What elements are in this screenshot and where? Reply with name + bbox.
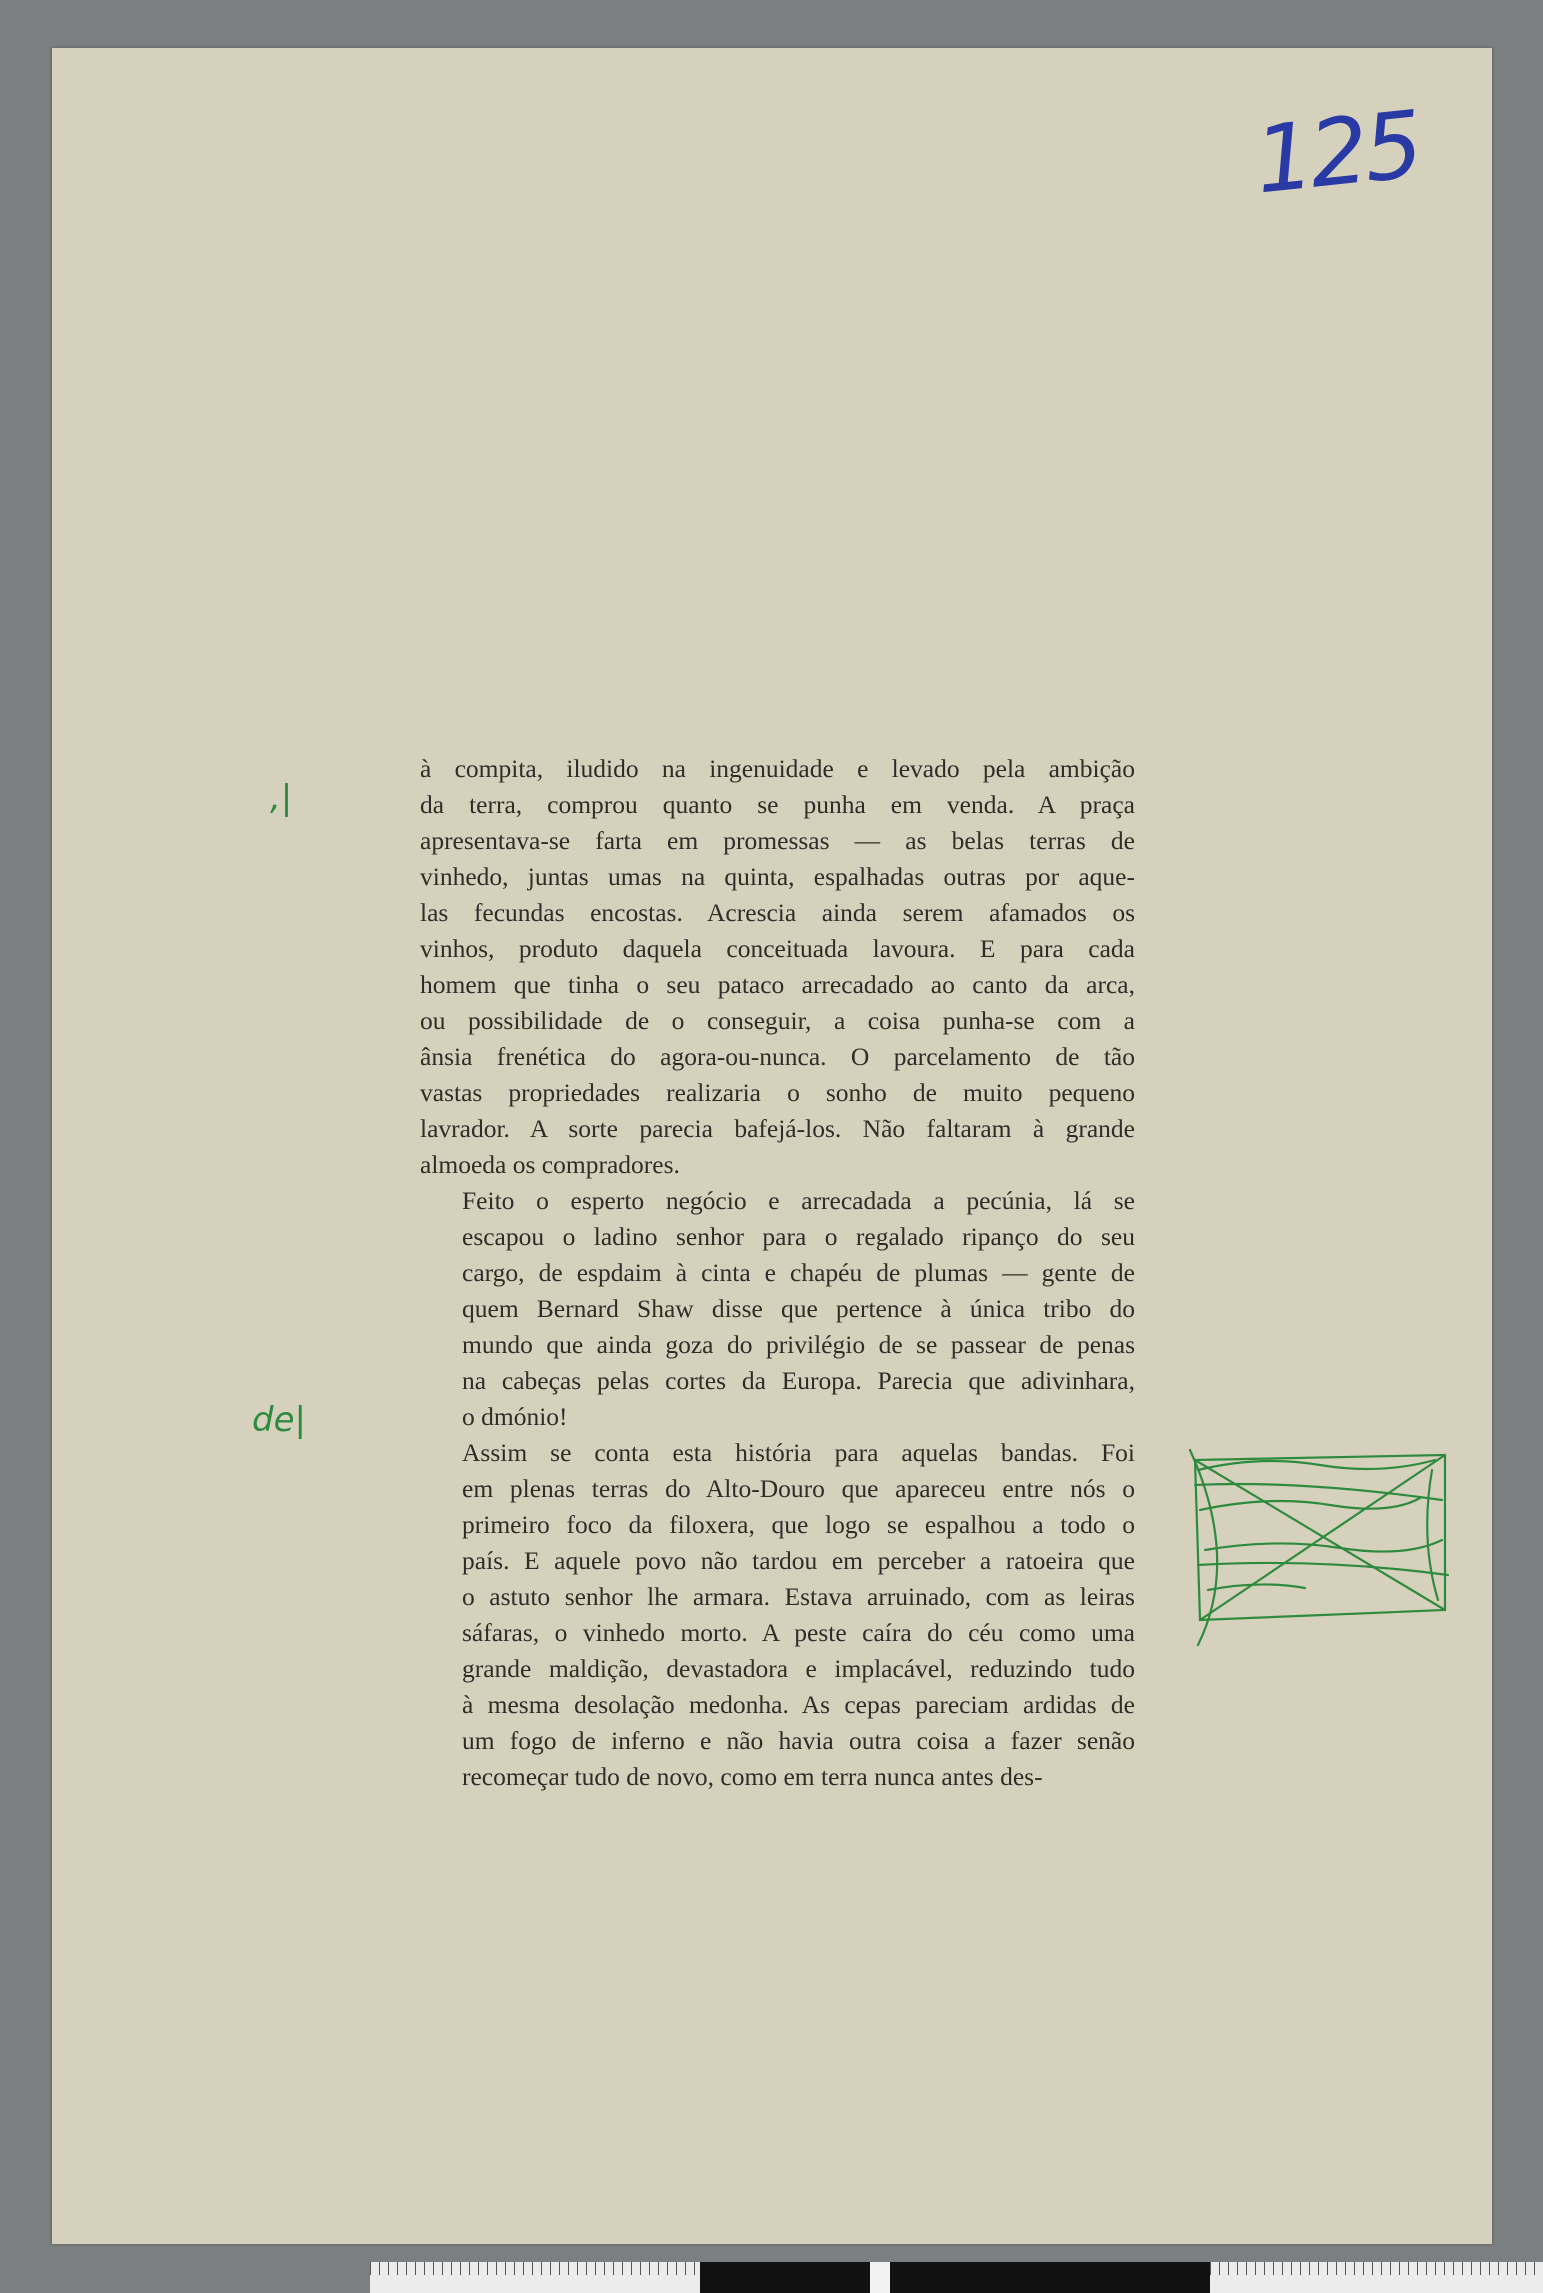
text-line: quem Bernard Shaw disse que pertence à única tribo do bbox=[462, 1294, 1135, 1323]
text-line: primeiro foco da filoxera, que logo se espalhou a todo o bbox=[462, 1510, 1135, 1539]
text-line: ânsia frenética do agora-ou-nunca. O parcelamento de tão bbox=[420, 1042, 1135, 1071]
text-line: Assim se conta esta história para aquelas bandas. Foi bbox=[462, 1438, 1135, 1467]
text-line: vinhos, produto daquela conceituada lavoura. E para cada bbox=[420, 934, 1135, 963]
ruler-block-dark bbox=[890, 2262, 1210, 2293]
ruler-block-light bbox=[870, 2262, 890, 2293]
ruler-scale-light bbox=[1210, 2262, 1543, 2293]
text-line: sáfaras, o vinhedo morto. A peste caíra do céu como uma bbox=[462, 1618, 1135, 1647]
text-line: em plenas terras do Alto-Douro que apareceu entre nós o bbox=[462, 1474, 1135, 1503]
margin-note-de: de| bbox=[252, 1400, 306, 1440]
ruler-block-dark bbox=[700, 2262, 870, 2293]
folio-number: 125 bbox=[1249, 90, 1424, 215]
text-line: um fogo de inferno e não havia outra coisa a fazer senão bbox=[462, 1726, 1135, 1755]
text-line: cargo, de espdaim à cinta e chapéu de plumas — gente de bbox=[462, 1258, 1135, 1287]
text-line: apresentava-se farta em promessas — as belas terras de bbox=[420, 826, 1135, 855]
text-line: Feito o esperto negócio e arrecadada a pecúnia, lá se bbox=[462, 1186, 1135, 1215]
text-line: recomeçar tudo de novo, como em terra nunca antes des- bbox=[462, 1762, 1043, 1791]
text-line: o astuto senhor lhe armara. Estava arruinado, com as leiras bbox=[462, 1582, 1135, 1611]
text-line: país. E aquele povo não tardou em perceber a ratoeira que bbox=[462, 1546, 1135, 1575]
margin-note-comma: ,| bbox=[270, 778, 293, 818]
paragraph-1 bbox=[420, 751, 1135, 1183]
text-line: vastas propriedades realizaria o sonho de muito pequeno bbox=[420, 1078, 1135, 1107]
text-line: escapou o ladino senhor para o regalado ripanço do seu bbox=[462, 1222, 1135, 1251]
text-line: grande maldição, devastadora e implacável, reduzindo tudo bbox=[462, 1654, 1135, 1683]
text-line: mundo que ainda goza do privilégio de se passear de penas bbox=[462, 1330, 1135, 1359]
text-line: lavrador. A sorte parecia bafejá-los. Não faltaram à grande bbox=[420, 1114, 1135, 1143]
text-line: las fecundas encostas. Acrescia ainda serem afamados os bbox=[420, 898, 1135, 927]
text-line: à mesma desolação medonha. As cepas pareciam ardidas de bbox=[462, 1690, 1135, 1719]
text-line: ou possibilidade de o conseguir, a coisa punha-se com a bbox=[420, 1006, 1135, 1035]
text-line: da terra, comprou quanto se punha em venda. A praça bbox=[420, 790, 1135, 819]
text-line: na cabeças pelas cortes da Europa. Parecia que adivinhara, bbox=[462, 1366, 1135, 1395]
text-line: vinhedo, juntas umas na quinta, espalhadas outras por aque- bbox=[420, 862, 1135, 891]
measurement-ruler bbox=[370, 2262, 1543, 2293]
paragraph-3 bbox=[420, 1435, 1135, 1795]
text-line: almoeda os compradores. bbox=[420, 1150, 680, 1179]
text-line: à compita, iludido na ingenuidade e levado pela ambição bbox=[420, 754, 1135, 783]
paragraph-2 bbox=[420, 1183, 1135, 1435]
text-line: o dmónio! bbox=[462, 1402, 568, 1431]
text-line: homem que tinha o seu pataco arrecadado ao canto da arca, bbox=[420, 970, 1135, 999]
body-text bbox=[420, 751, 1135, 1795]
ruler-scale-light bbox=[370, 2262, 700, 2293]
crossed-out-margin-note bbox=[1180, 1440, 1455, 1665]
